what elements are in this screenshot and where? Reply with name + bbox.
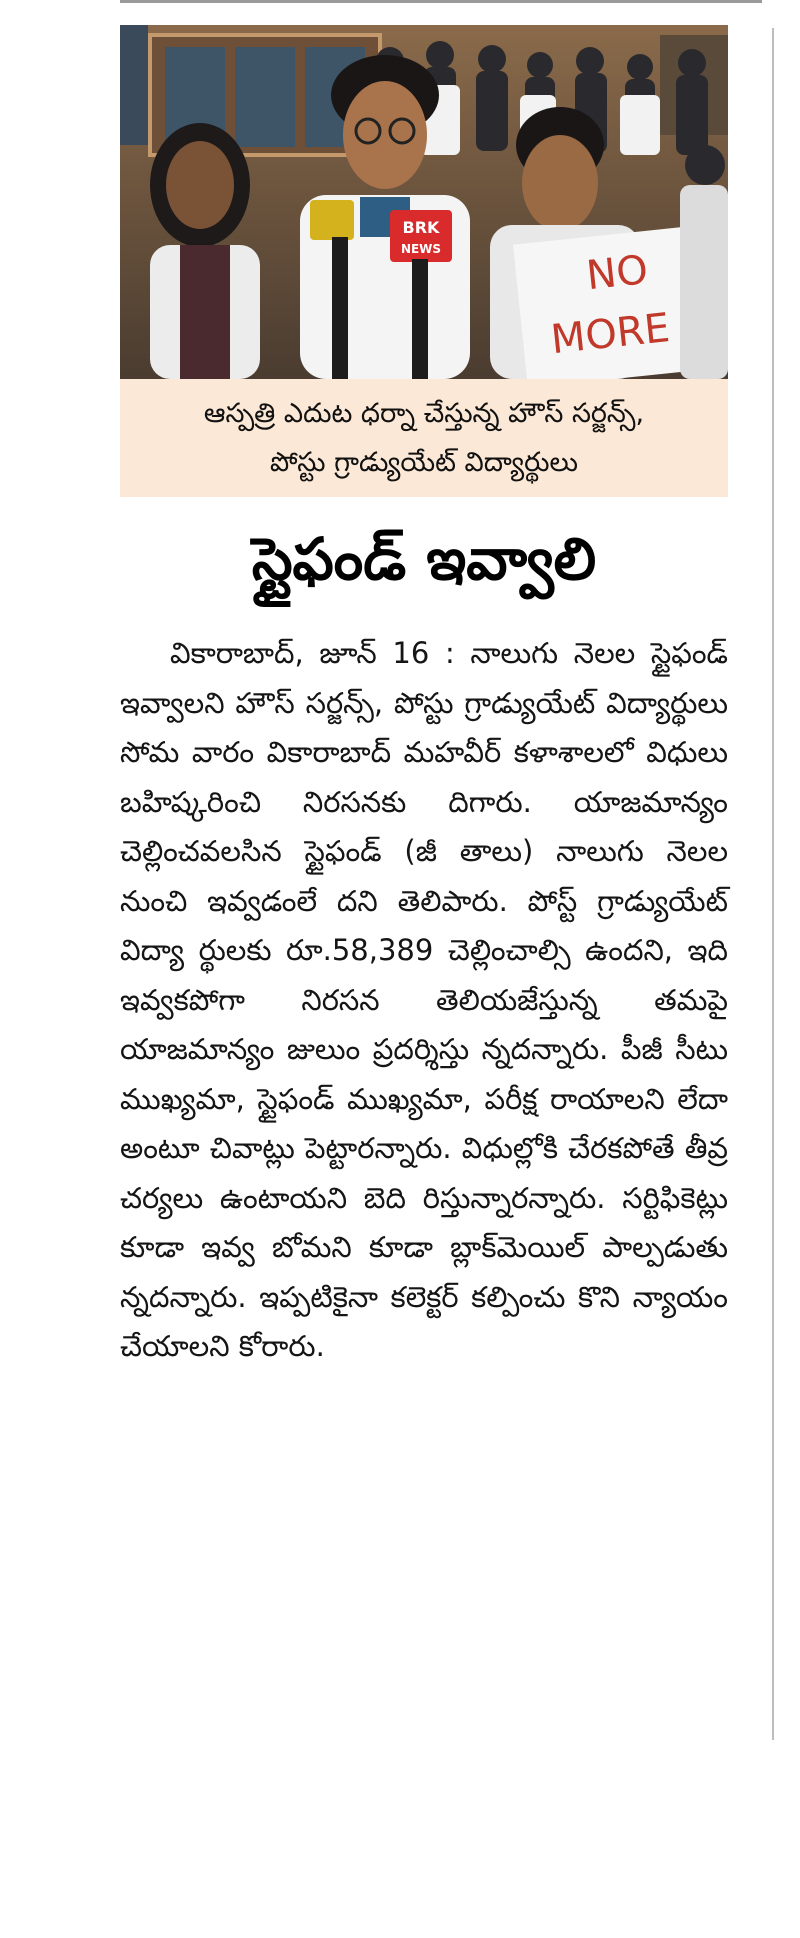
protest-photo [120, 25, 728, 379]
top-divider [120, 0, 762, 3]
article-headline: స్టైఫండ్ ఇవ్వాలి [251, 525, 597, 593]
article-paragraph: వికారాబాద్, జూన్ 16 : నాలుగు నెలల స్టైఫండ్ ఇవ్వాలని హౌస్ సర్జన్స్, పోస్టు గ్రాడ్యుయేట్ విద్యార్థులు సోమ వారం వికారాబాద్ మహవీర్ కళాశాలలో విధులు బహిష్కరించి నిరసనకు దిగారు. యాజమాన్యం చెల్లించవలసిన స్టైఫండ్ (జీ తాలు) నాలుగు నెలల నుంచి ఇవ్వడంలే దని తెలిపారు. పోస్ట్ గ్రాడ్యుయేట్ విద్యా ర్థులకు రూ.58,389 చెల్లించాల్సి ఉందని, ఇది ఇవ్వకపోగా నిరసన తెలియజేస్తున్న తమపై యాజమాన్యం జులుం ప్రదర్శిస్తు న్నదన్నారు. పీజీ సీటు ముఖ్యమా, స్టైఫండ్ ముఖ్యమా, పరీక్ష రాయాలని లేదా అంటూ చివాట్లు పెట్టారన్నారు. విధుల్లోకి చేరకపోతే తీవ్ర చర్యలు ఉంటాయని బెది రిస్తున్నారన్నారు. సర్టిఫికెట్లు కూడా ఇవ్వ బోమని కూడా బ్లాక్‌మెయిల్ పాల్పడుతు న్నదన్నారు. ఇప్పటికైనా కలెక్టర్ కల్పించు కొని న్యాయం చేయాలని కోరారు. [120, 636, 728, 1363]
caption-line-1: ఆస్పత్రి ఎదుట ధర్నా చేస్తున్న హౌస్ సర్జన్స్, [203, 398, 645, 429]
student-left [150, 123, 260, 379]
photo-caption [120, 379, 728, 497]
article-body [120, 629, 728, 1372]
caption-line-2: పోస్టు గ్రాడ్యుయేట్ విద్యార్థులు [270, 447, 578, 478]
placard-line-2: MORE [548, 305, 672, 364]
protest-placard [513, 226, 707, 379]
column-divider [772, 28, 774, 1740]
mic-label-brk: BRK [402, 218, 440, 237]
mic-label-news: NEWS [400, 242, 442, 256]
placard-line-1: NO [584, 246, 651, 300]
news-article [120, 25, 728, 1372]
